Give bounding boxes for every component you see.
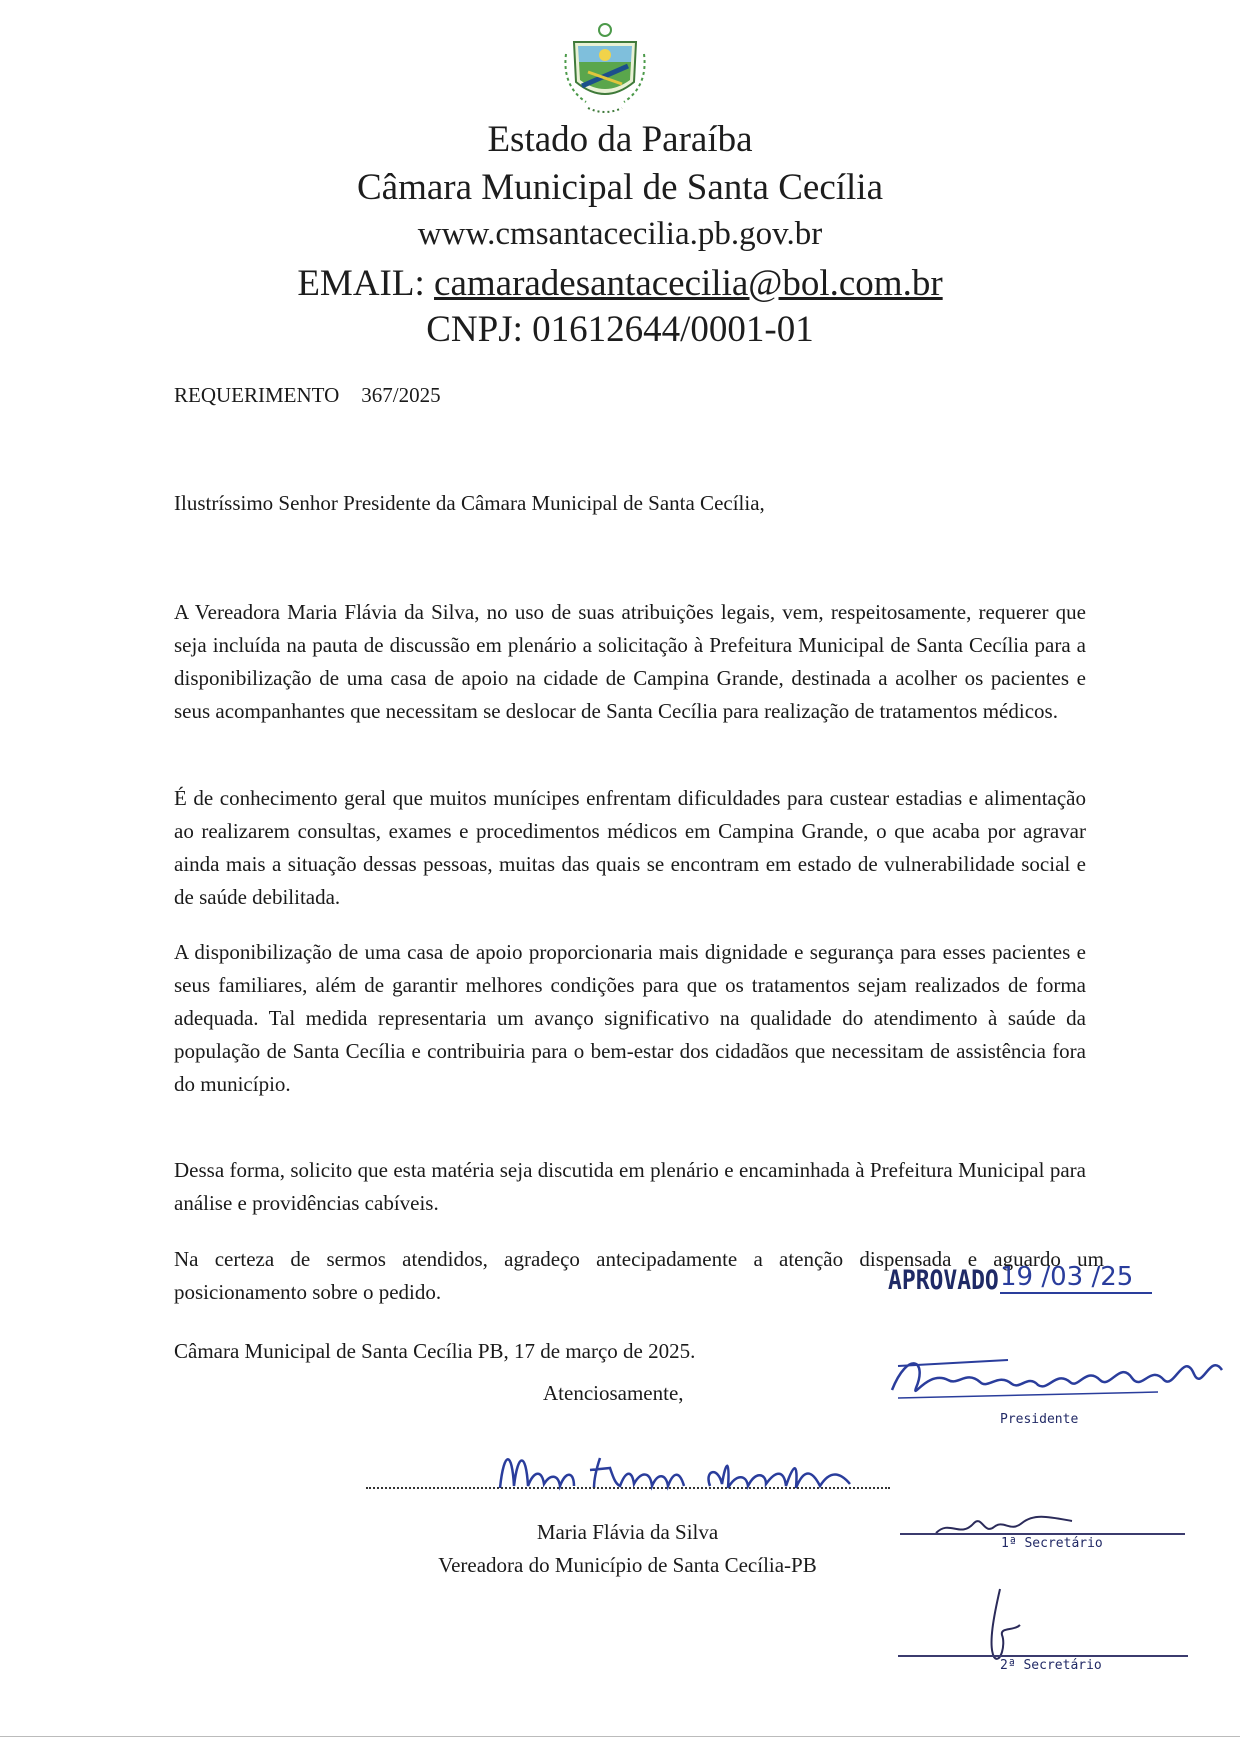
email-link[interactable]: camaradesantacecilia@bol.com.br [434, 263, 943, 304]
body-paragraph-5: Na certeza de sermos atendidos, agradeço antecipadamente a atenção dispensada e aguardo um posicionamento sobre o pedido. [174, 1247, 1104, 1304]
second-secretary-signature [970, 1585, 1030, 1665]
header-chamber: Câmara Municipal de Santa Cecília [356, 167, 884, 208]
first-secretary-label: 1ª Secretário [1001, 1536, 1103, 1551]
signer-role: Vereadora do Município de Santa Cecília-PB [438, 1553, 817, 1577]
municipal-crest-logo [556, 20, 654, 120]
approval-stamp: APROVADO [888, 1266, 999, 1296]
header-email [0, 262, 1240, 305]
date-line: Câmara Municipal de Santa Cecília PB, 17 de março de 2025. [174, 1339, 696, 1363]
header-cnpj: CNPJ: 01612644/0001-01 [426, 309, 814, 350]
page-bottom-edge [0, 1736, 1240, 1737]
request-number: 367/2025 [361, 383, 441, 407]
approval-date: 19 /03 /25 [1000, 1262, 1152, 1294]
header-website-link[interactable]: www.cmsantacecilia.pb.gov.br [417, 216, 823, 252]
second-secretary-label: 2ª Secretário [1000, 1658, 1102, 1673]
second-secretary-line [898, 1655, 1188, 1657]
email-label: EMAIL: [297, 263, 435, 304]
closing: Atenciosamente, [543, 1381, 684, 1405]
signature-line [366, 1487, 890, 1489]
request-heading [174, 383, 441, 408]
request-label: REQUERIMENTO [174, 383, 340, 407]
body-paragraph-1: A Vereadora Maria Flávia da Silva, no uso de suas atribuições legais, vem, respeitosamente, requerer que seja incluída na pauta de discussão em plenário a solicitação à Prefeitura Municipal de Santa Cecília para a disponibilização de uma casa de apoio na cidade de Campina Grande, destinada a acolher os pacientes e seus acompanhantes que necessitam se deslocar de Santa Cecília para realização de tratamentos médicos. [174, 600, 1086, 723]
body-paragraph-2: É de conhecimento geral que muitos munícipes enfrentam dificuldades para custear estadias e alimentação ao realizarem consultas, exames e procedimentos médicos em Campina Grande, o que acaba por agravar ainda mais a situação dessas pessoas, muitas das quais se encontram em estado de vulnerabilidade social e de saúde debilitada. [174, 786, 1086, 909]
body-paragraph-4: Dessa forma, solicito que esta matéria seja discutida em plenário e encaminhada à Prefeitura Municipal para análise e providências cabíveis. [174, 1158, 1086, 1215]
president-label: Presidente [1000, 1412, 1079, 1427]
body-paragraph-3: A disponibilização de uma casa de apoio proporcionaria mais dignidade e segurança para esses pacientes e seus familiares, além de garantir melhores condições para que os tratamentos sejam realizados de forma adequada. Tal medida representaria um avanço significativo na qualidade do atendimento à saúde da população de Santa Cecília e contribuiria para o bem-estar dos cidadãos que necessitam de assistência fora do município. [174, 940, 1086, 1096]
signer-name: Maria Flávia da Silva [536, 1520, 719, 1544]
header-state: Estado da Paraíba [487, 119, 753, 160]
salutation: Ilustríssimo Senhor Presidente da Câmara Municipal de Santa Cecília, [174, 491, 765, 515]
signer-signature [490, 1440, 870, 1500]
first-secretary-line [900, 1533, 1185, 1535]
